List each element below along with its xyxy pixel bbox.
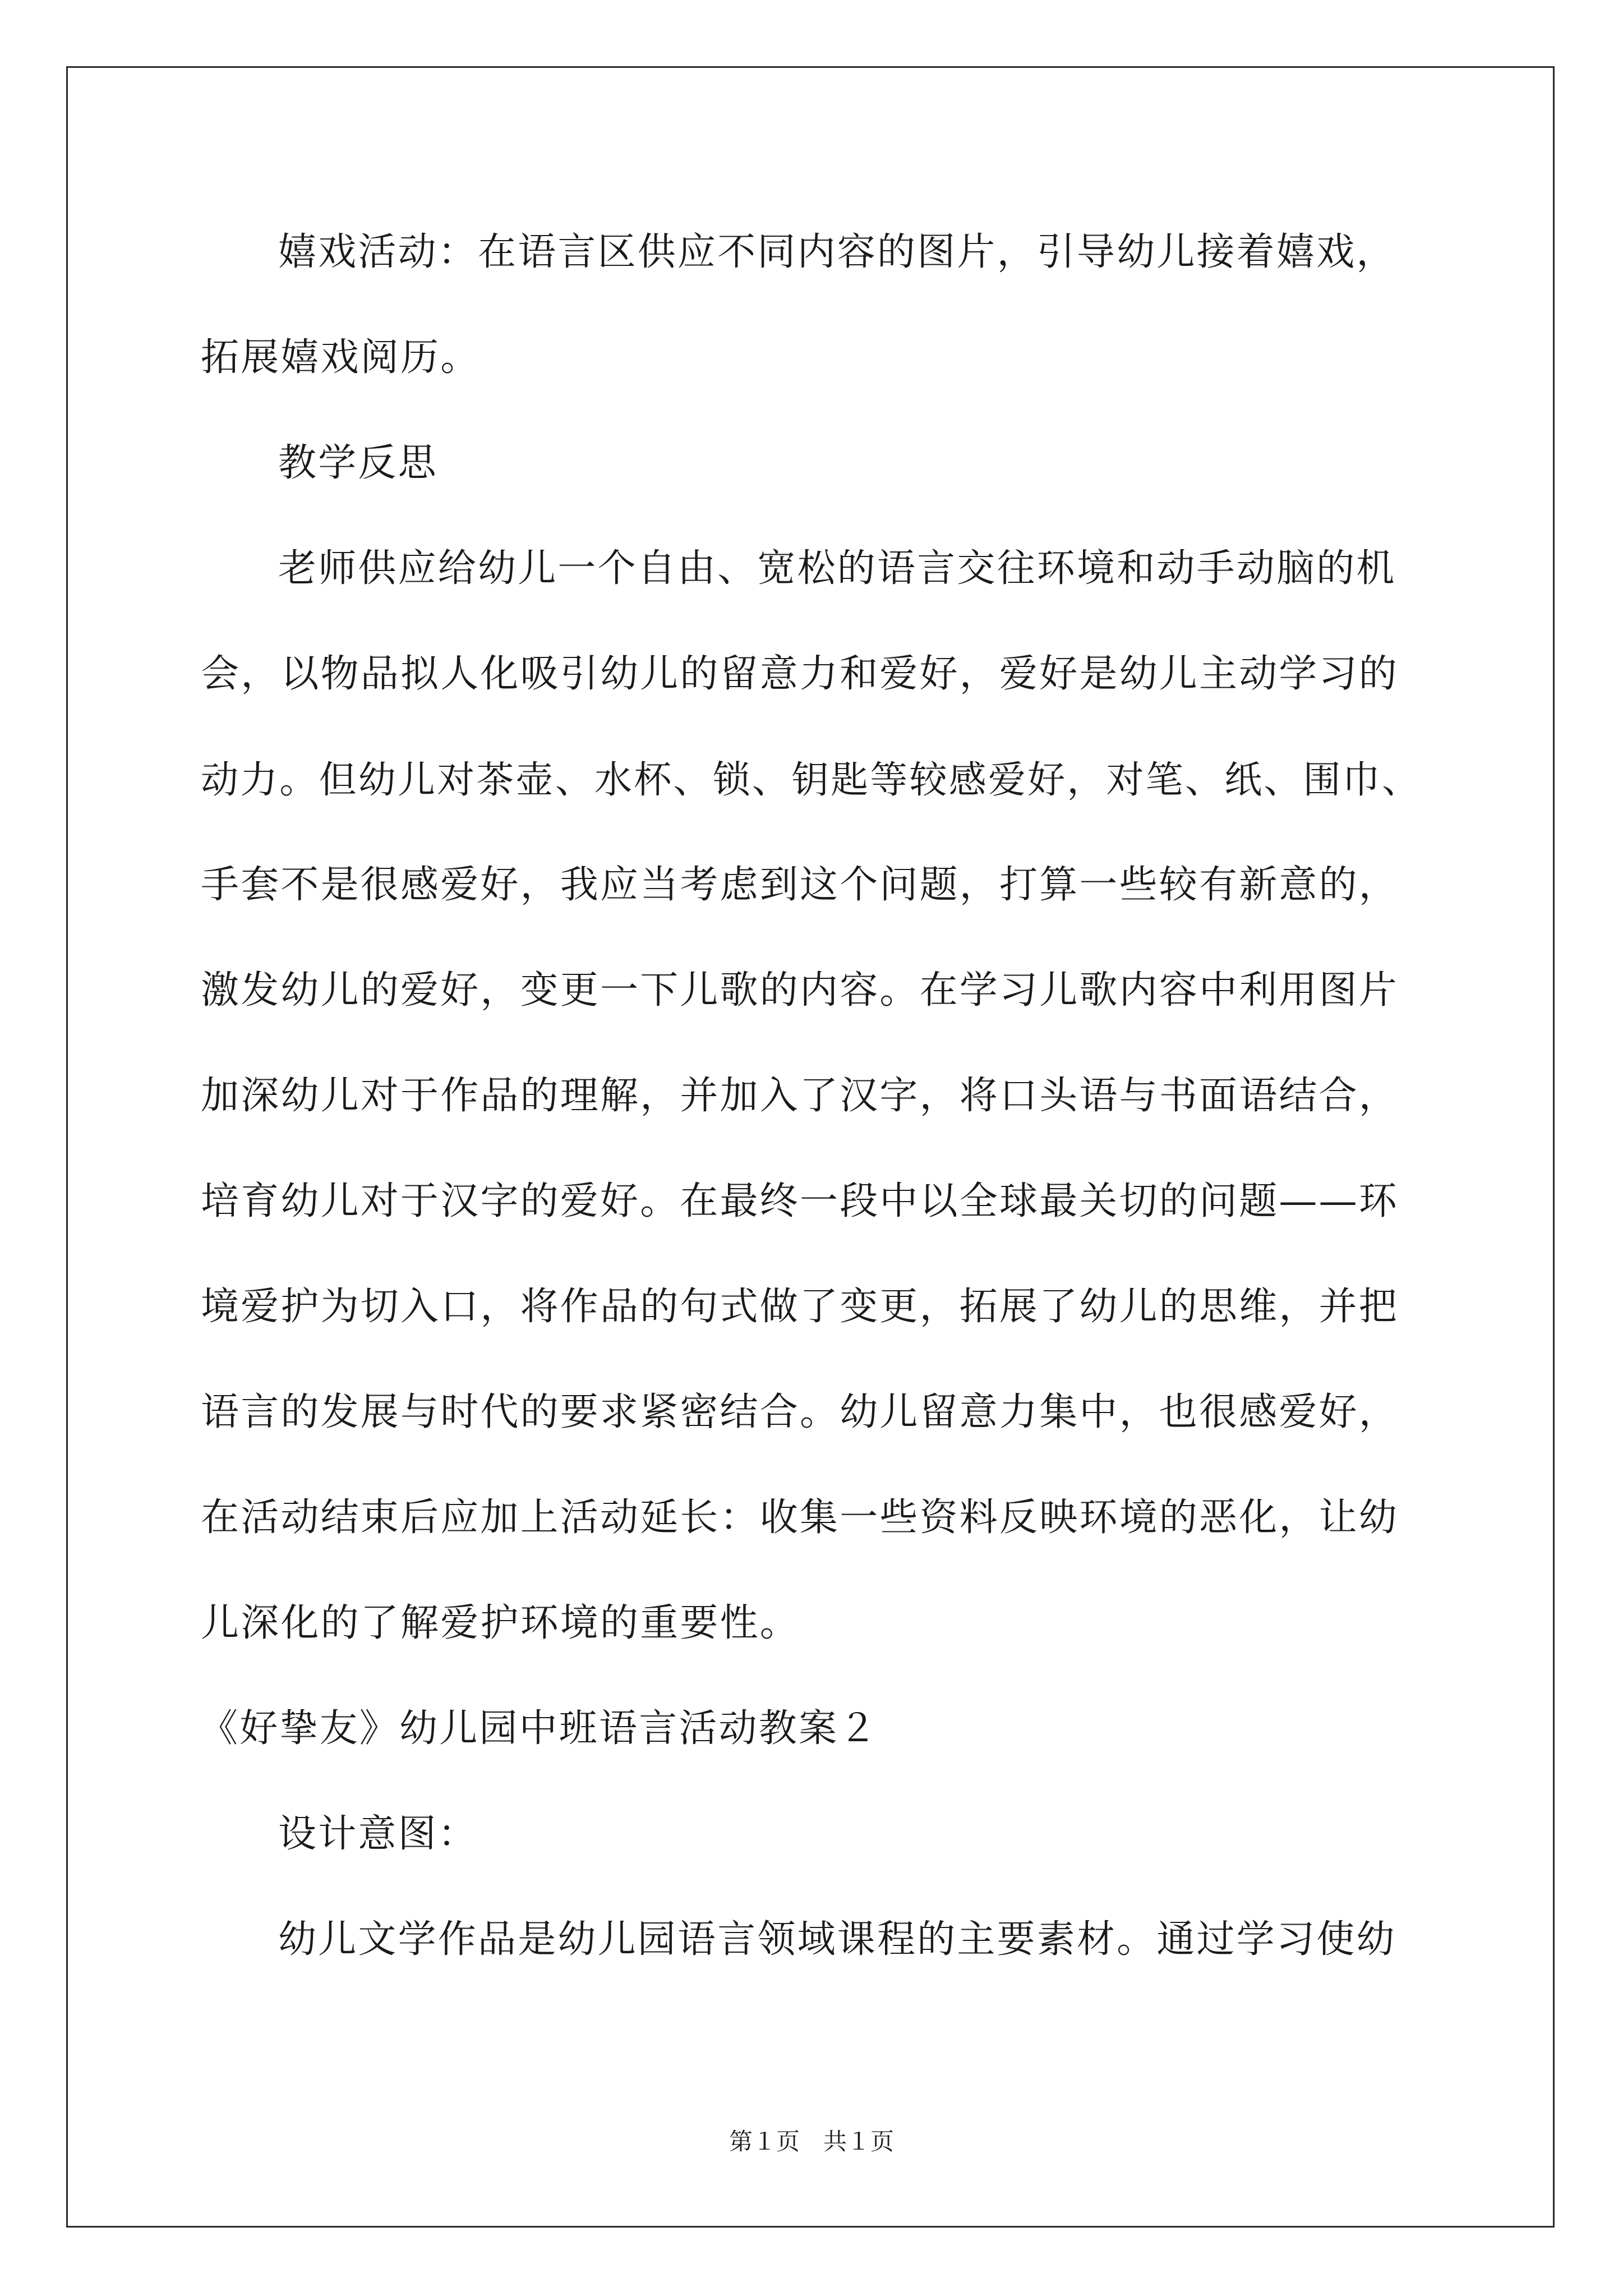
paragraph-line: 嬉戏活动：在语言区供应不同内容的图片，引导幼儿接着嬉戏， xyxy=(278,230,1396,274)
paragraph-line: 会，以物品拟人化吸引幼儿的留意力和爱好，爱好是幼儿主动学习的 xyxy=(201,652,1399,696)
section-heading: 教学反思 xyxy=(278,441,438,485)
paragraph-line: 动力。但幼儿对茶壶、水杯、锁、钥匙等较感爱好，对笔、纸、围巾、 xyxy=(201,758,1422,802)
paragraph-line: 手套不是很感爱好，我应当考虑到这个问题，打算一些较有新意的， xyxy=(201,863,1399,907)
paragraph-line: 语言的发展与时代的要求紧密结合。幼儿留意力集中，也很感爱好， xyxy=(201,1390,1399,1434)
paragraph-line: 儿深化的了解爱护环境的重要性。 xyxy=(201,1601,800,1645)
paragraph-line: 加深幼儿对于作品的理解，并加入了汉字，将口头语与书面语结合， xyxy=(201,1074,1399,1118)
paragraph-line: 幼儿文学作品是幼儿园语言领域课程的主要素材。通过学习使幼 xyxy=(278,1917,1396,1962)
paragraph-line: 培育幼儿对于汉字的爱好。在最终一段中以全球最关切的问题——环 xyxy=(201,1179,1399,1223)
paragraph-line: 老师供应给幼儿一个自由、宽松的语言交往环境和动手动脑的机 xyxy=(278,546,1396,591)
section-heading: 设计意图： xyxy=(278,1812,478,1856)
document-body xyxy=(201,222,1432,2014)
paragraph-line: 在活动结束后应加上活动延长：收集一些资料反映环境的恶化，让幼 xyxy=(201,1496,1399,1540)
document-title: 《好挚友》幼儿园中班语言活动教案２ xyxy=(200,1706,879,1751)
paragraph-line: 拓展嬉戏阅历。 xyxy=(201,335,481,380)
paragraph-line: 境爱护为切入口，将作品的句式做了变更，拓展了幼儿的思维，并把 xyxy=(201,1285,1399,1329)
paragraph-line: 激发幼儿的爱好，变更一下儿歌的内容。在学习儿歌内容中利用图片 xyxy=(201,968,1399,1013)
page-number: 第１页 共１页 xyxy=(728,2128,894,2155)
